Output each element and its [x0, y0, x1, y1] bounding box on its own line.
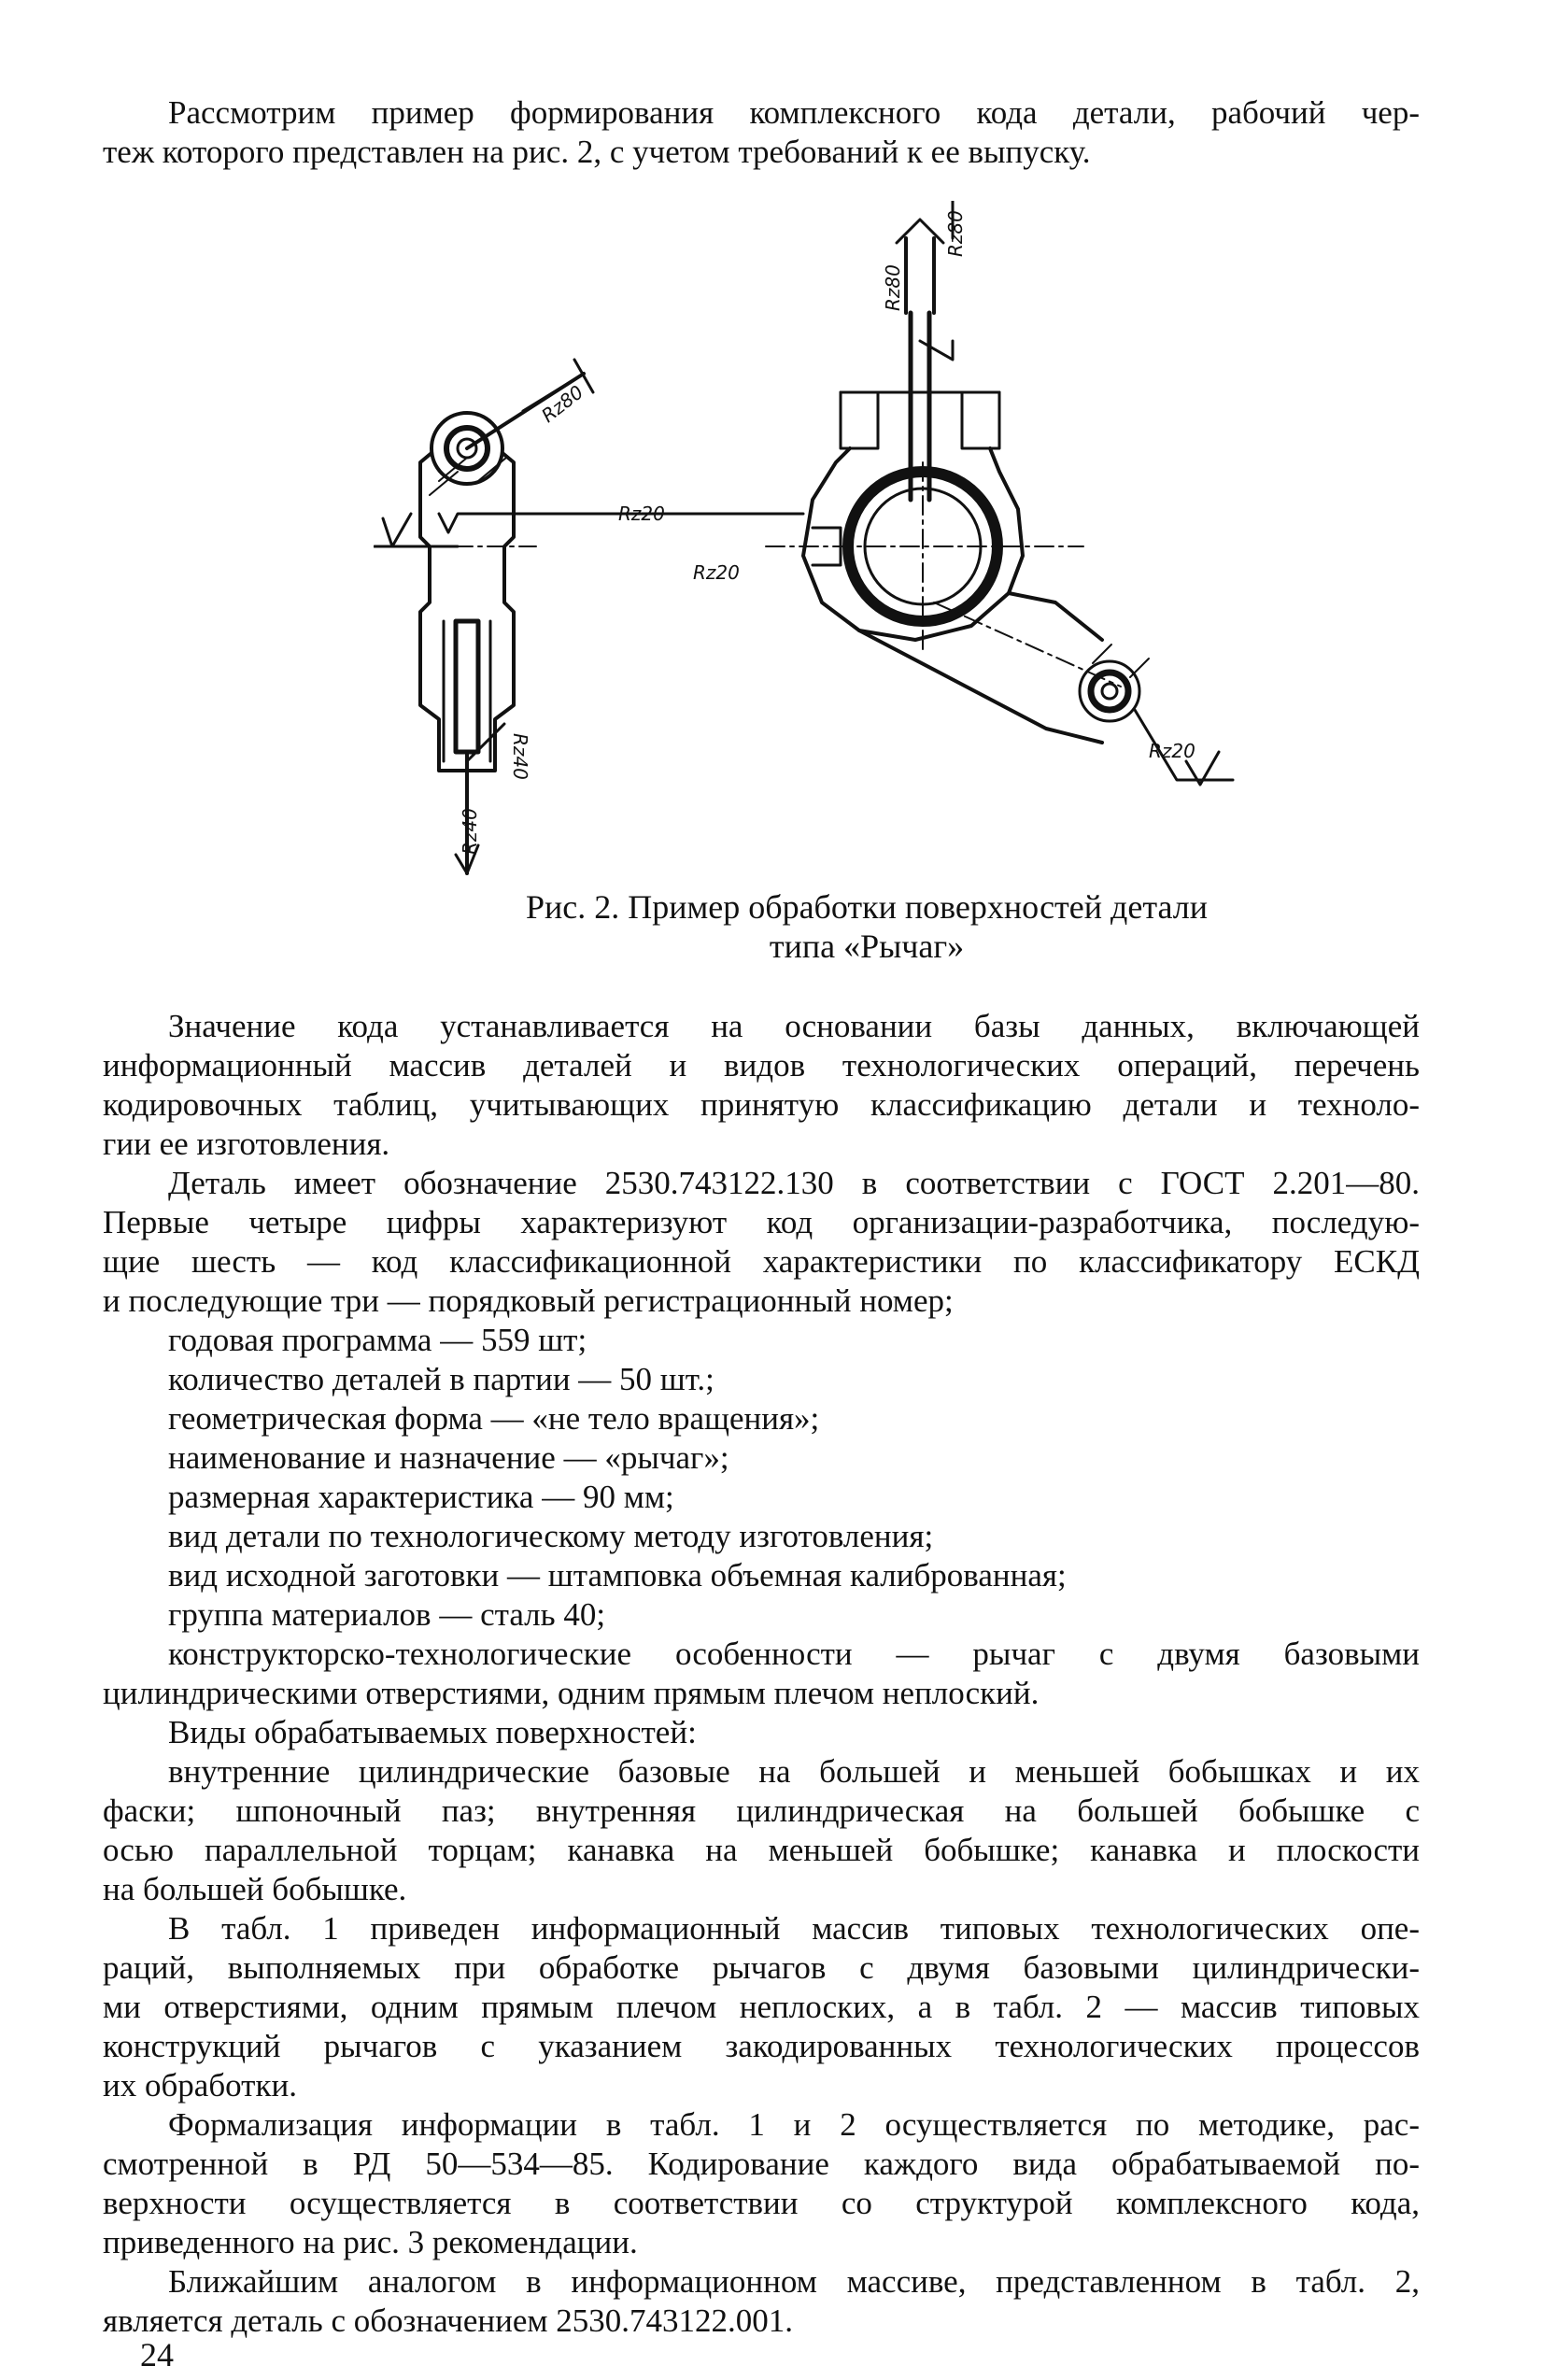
front-view — [375, 201, 1233, 785]
list-item: количество деталей в партии — 50 шт.; — [168, 1361, 714, 1397]
p2-line: и последующие три — порядковый регистрационный номер; — [103, 1282, 954, 1319]
p3-line: раций, выполняемых при обработке рычагов с двумя базовыми цилиндрически- — [103, 1949, 1420, 1986]
list-item: цилиндрическими отверстиями, одним прямым плечом неплоский. — [103, 1675, 1040, 1711]
surfaces-line: фаски; шпоночный паз; внутренняя цилиндрическая на большей бобышке с — [103, 1792, 1420, 1829]
p1-line: информационный массив деталей и видов технологических операций, перечень — [103, 1047, 1420, 1084]
p4-line: смотренной в РД 50—534—85. Кодирование каждого вида обрабатываемой по- — [103, 2146, 1420, 2182]
p3-line: конструкций рычагов с указанием закодированных технологических процессов — [103, 2028, 1420, 2064]
p4-line: приведенного на рис. 3 рекомендации. — [103, 2224, 638, 2260]
paragraph-5 — [103, 2262, 1420, 2341]
paragraph-2 — [103, 1164, 1420, 1321]
paragraph-4 — [103, 2105, 1420, 2262]
properties-list — [103, 1321, 1420, 1713]
caption-line-2: типа «Рычаг» — [769, 928, 965, 965]
list-item: вид исходной заготовки — штамповка объемная калиброванная; — [168, 1557, 1067, 1594]
surfaces-title: Виды обрабатываемых поверхностей: — [168, 1714, 697, 1750]
p3-line: их обработки. — [103, 2067, 297, 2104]
surfaces-line: осью параллельной торцам; канавка на меньшей бобышке; канавка и плоскости — [103, 1832, 1420, 1868]
list-item: вид детали по технологическому методу изготовления; — [168, 1518, 934, 1554]
surfaces-section — [103, 1713, 1420, 1909]
p1-line: кодировочных таблиц, учитывающих принятую классификацию детали и техноло- — [103, 1086, 1420, 1123]
label-rz20-c: Rz20 — [1149, 740, 1195, 762]
p2-line: щие шесть — код классификационной характеристики по классификатору ЕСКД — [103, 1243, 1420, 1280]
label-rz20-b: Rz20 — [693, 561, 740, 584]
side-view — [392, 360, 593, 873]
figure-caption — [0, 887, 1556, 966]
p4-line: верхности осуществляется в соответствии со структурой комплексного кода, — [103, 2185, 1420, 2221]
label-rz40-b: Rz40 — [459, 808, 481, 855]
p2-line: Деталь имеет обозначение 2530.743122.130 в соответствии с ГОСТ 2.201—80. — [168, 1165, 1420, 1201]
surfaces-line: на большей бобышке. — [103, 1871, 407, 1907]
list-item: размерная характеристика — 90 мм; — [168, 1479, 674, 1515]
label-rz80-side: Rz80 — [882, 264, 904, 311]
intro-line-2: теж которого представлен на рис. 2, с учетом требований к ее выпуску. — [103, 134, 1091, 170]
list-item: группа материалов — сталь 40; — [168, 1596, 606, 1633]
lever-drawing — [374, 201, 1261, 892]
p3-line: В табл. 1 приведен информационный массив типовых технологических опе- — [168, 1910, 1420, 1947]
label-rz80-left: Rz80 — [537, 380, 588, 428]
p4-line: Формализация информации в табл. 1 и 2 осуществляется по методике, рас- — [168, 2106, 1420, 2143]
p5-line: Ближайшим аналогом в информационном массиве, представленном в табл. 2, — [168, 2263, 1420, 2300]
intro-paragraph — [103, 93, 1420, 172]
paragraph-3 — [103, 1909, 1420, 2105]
p3-line: ми отверстиями, одним прямым плечом неплоских, а в табл. 2 — массив типовых — [103, 1989, 1420, 2025]
list-item: геометрическая форма — «не тело вращения»; — [168, 1400, 820, 1437]
list-item: конструкторско-технологические особенности — рычаг с двумя базовыми — [168, 1636, 1420, 1672]
surfaces-line: внутренние цилиндрические базовые на большей и меньшей бобышках и их — [168, 1753, 1420, 1790]
p5-line: является деталь с обозначением 2530.743122.001. — [103, 2302, 794, 2339]
caption-line-1: Рис. 2. Пример обработки поверхностей детали — [525, 888, 1209, 926]
list-item: наименование и назначение — «рычаг»; — [168, 1439, 729, 1476]
p2-line: Первые четыре цифры характеризуют код организации-разработчика, последую- — [103, 1204, 1420, 1240]
paragraph-1 — [103, 1007, 1420, 1164]
label-rz40-a: Rz40 — [509, 733, 531, 780]
intro-line-1: Рассмотрим пример формирования комплексного кода детали, рабочий чер- — [168, 94, 1420, 131]
label-rz20-a: Rz20 — [618, 503, 665, 525]
list-item: годовая программа — 559 шт; — [168, 1322, 587, 1358]
label-rz80-top: Rz80 — [944, 210, 967, 257]
page-number: 24 — [140, 2336, 174, 2373]
p1-line: Значение кода устанавливается на основании базы данных, включающей — [168, 1008, 1420, 1044]
p1-line: гии ее изготовления. — [103, 1126, 390, 1162]
